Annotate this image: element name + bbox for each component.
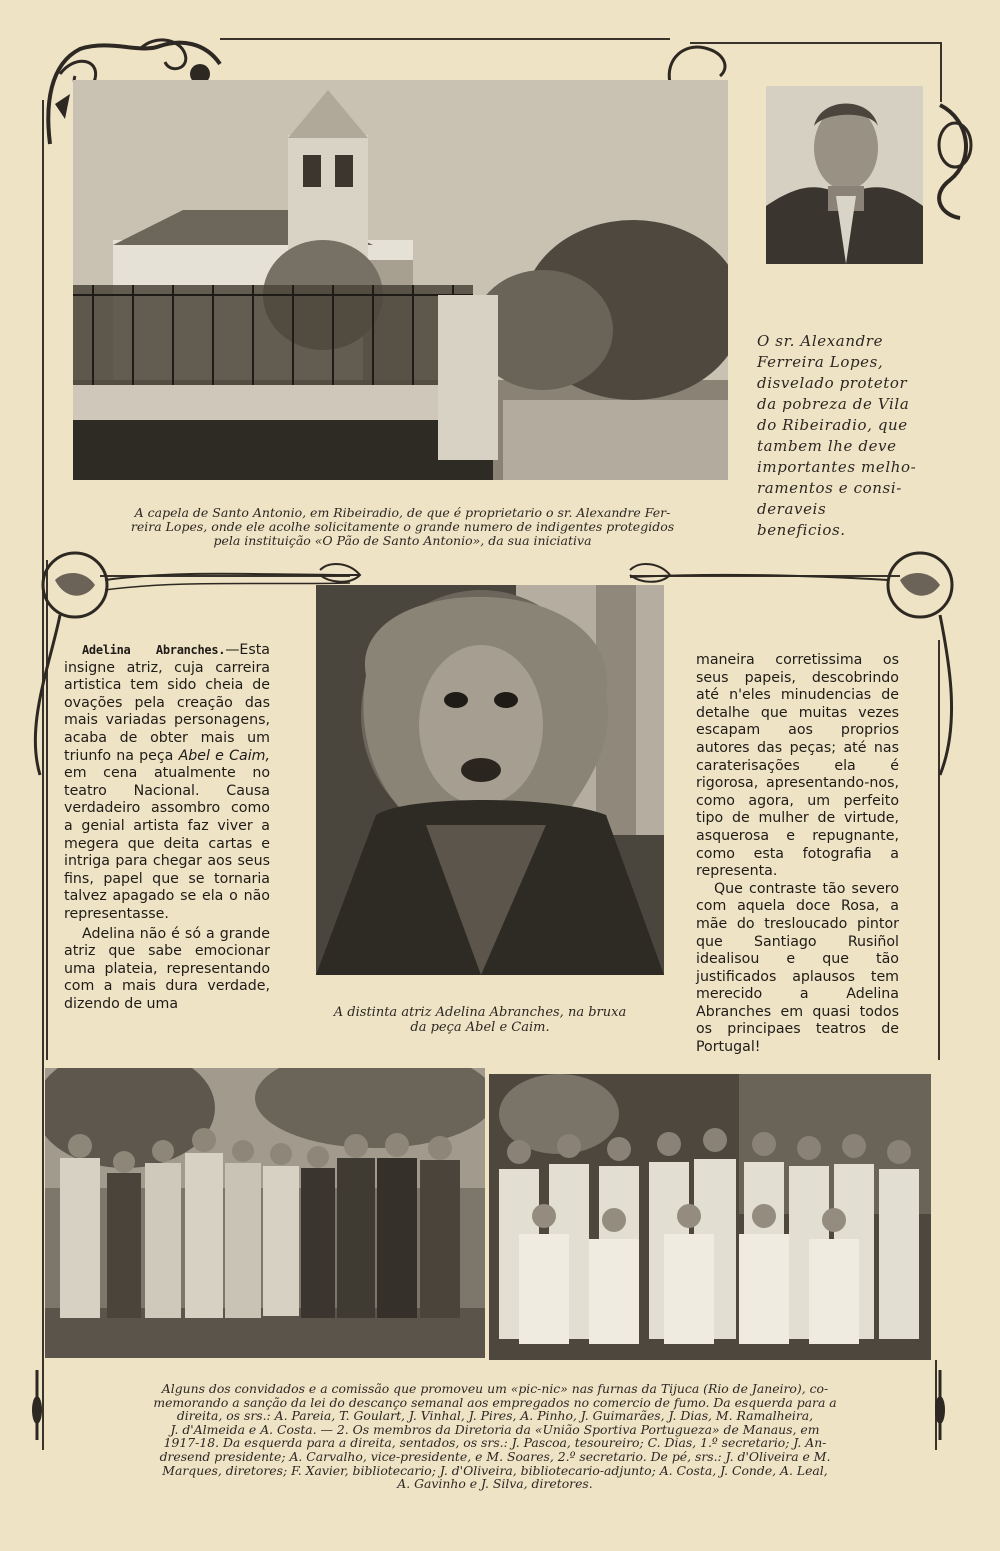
chapel-caption-line: reira Lopes, onde ele acolhe solicitamente o grande numero de indigentes protegidos xyxy=(130,519,675,534)
article-lead: Adelina Abranches. xyxy=(82,643,226,657)
portrait-caption-line: deraveis beneficios. xyxy=(757,500,846,539)
chapel-caption-line: A capela de Santo Antonio, em Ribeiradio, de que é proprietario o sr. Alexandre Fer- xyxy=(134,505,671,520)
portrait-caption-line: ramentos e consi- xyxy=(757,479,902,497)
side-ornament-bottom-left-icon xyxy=(22,1370,52,1450)
actress-photo xyxy=(316,585,664,975)
article-text: em cena atualmente no teatro Nacional. Causa verdadeiro assombro como a genial artista faz viver a megera que deita cartas e intriga para chegar aos seus fins, papel que se tornaria talvez apagado se ela o não representasse. xyxy=(64,765,270,922)
bottom-caption-line: memorando a sanção da lei do descanço semanal aos empregados no comercio de fumo. Da esquerda para a xyxy=(153,1394,837,1410)
portrait-caption-line: Ferreira Lopes, xyxy=(757,353,884,371)
bottom-caption-line: 1917-18. Da esquerda para a direita, sentados, os srs.: J. Pascoa, tesoureiro; C. Dias, 1.º secretario; J. An- xyxy=(163,1435,827,1451)
bottom-caption-line: dresend presidente; A. Carvalho, vice-presidente, e M. Soares, 2.º secretario. De pé, srs.: J. d'Oliveira e M. xyxy=(159,1448,831,1464)
article-paragraph xyxy=(64,642,270,924)
bottom-caption-line: Marques, diretores; F. Xavier, bibliotecario; J. d'Oliveira, bibliotecario-adjunto; A. Costa, J. Conde, A. Leal, xyxy=(162,1462,828,1478)
article-right-column xyxy=(696,652,899,1057)
article-paragraph: Adelina não é só a grande atriz que sabe emocionar uma plateia, representando com a mais dura verdade, dizendo de uma xyxy=(64,925,270,1012)
actress-caption xyxy=(300,1005,660,1035)
play-title: Abel e Caim, xyxy=(178,747,270,764)
portrait-caption-line: disvelado protetor xyxy=(757,374,908,392)
frame-line-top xyxy=(220,38,670,40)
chapel-caption xyxy=(75,506,730,548)
article-left-column xyxy=(64,642,270,1013)
bottom-caption-line: J. d'Almeida e A. Costa. — 2. Os membros da Diretoria da «União Sportiva Portugueza» de Manaus, em xyxy=(170,1421,820,1437)
article-text: —Esta insigne atriz, cuja carreira artistica tem sido cheia de ovações pela creação das mais variadas personagens, acaba de obter mais um triunfo na peça xyxy=(64,642,270,764)
actress-caption-line: da peça Abel e Caim. xyxy=(410,1020,550,1035)
portrait-caption-line: importantes melho- xyxy=(757,458,917,476)
article-paragraph: maneira corretissima os seus papeis, descobrindo até n'eles minudencias de detalhe que muitas vezes escapam aos proprios autores das peças; até nas caraterisações ela é rigorosa, apresentando-nos, como agora, um perfeito tipo de mulher de virtude, asquerosa e repugnante, como esta fotografia a representa. xyxy=(696,652,899,880)
bottom-caption-line: Alguns dos convidados e a comissão que promoveu um «pic-nic» nas furnas da Tijuca (Rio de Janeiro), co- xyxy=(161,1381,829,1396)
actress-caption-line: A distinta atriz Adelina Abranches, na bruxa xyxy=(333,1005,627,1020)
side-ornament-right-icon xyxy=(920,100,980,220)
portrait-alexandre-ferreira-lopes xyxy=(766,86,923,264)
portrait-caption-line: do Ribeiradio, que xyxy=(757,416,908,434)
bottom-caption-line: A. Gavinho e J. Silva, diretores. xyxy=(397,1476,593,1492)
portrait-caption-line: O sr. Alexandre xyxy=(757,332,884,350)
portrait-caption-line: tambem lhe deve xyxy=(757,437,897,455)
portrait-caption-line: da pobreza de Vila xyxy=(757,395,910,413)
chapel-caption-line: pela instituição «O Pão de Santo Antonio», da sua iniciativa xyxy=(213,533,592,548)
chapel-photo xyxy=(73,80,728,480)
article-paragraph: Que contraste tão severo com aquela doce Rosa, a mãe do tresloucado pintor que Santiago Rusiñol idealisou e que tão justificados aplausos tem merecido a Adelina Abranches em quasi todos os principaes teatros de Portugal! xyxy=(696,880,899,1056)
committee-group-photo xyxy=(489,1074,931,1360)
frame-line-right xyxy=(940,42,942,102)
bottom-caption-line: direita, os srs.: A. Pareia, T. Goulart, J. Vinhal, J. Pires, A. Pinho, J. Guimarães, J. Dias, M. Ramalheira, xyxy=(176,1408,814,1424)
picnic-group-photo xyxy=(45,1068,485,1358)
bottom-caption xyxy=(60,1382,930,1491)
portrait-caption xyxy=(757,331,917,541)
